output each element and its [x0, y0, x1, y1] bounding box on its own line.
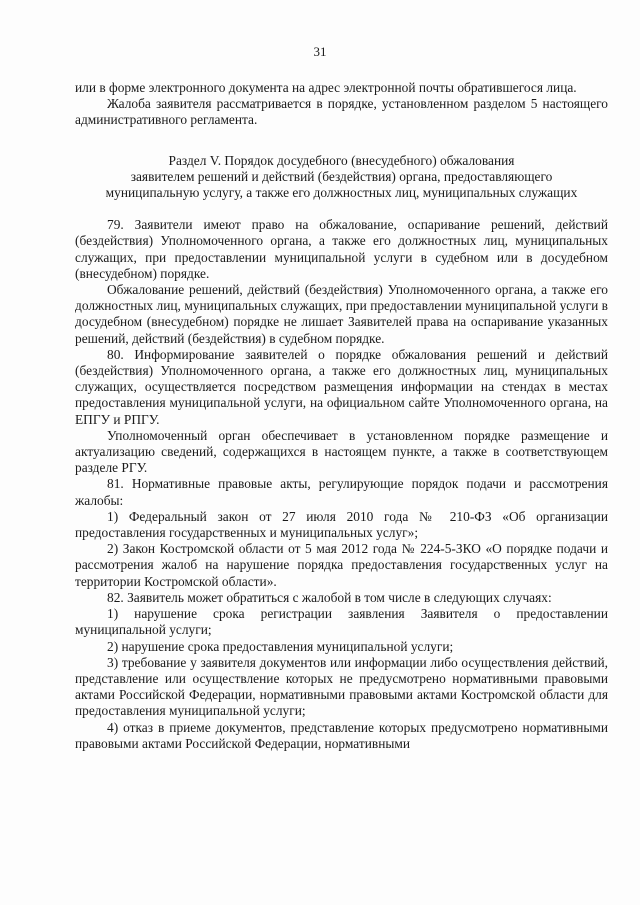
- paragraph-82: 82. Заявитель может обратиться с жалобой в том числе в следующих случаях:: [107, 589, 552, 605]
- page-body: [75, 80, 608, 752]
- paragraph-81-item-1: 1) Федеральный закон от 27 июля 2010 года № 210-ФЗ «Об организации предоставления государственных и муниципальных услуг»;: [75, 508, 608, 541]
- intro-paragraph-2: Жалоба заявителя рассматривается в порядке, установленном разделом 5 настоящего административного регламента.: [75, 96, 608, 128]
- section-title-line-3: муниципальную услугу, а также его должностных лиц, муниципальных служащих: [105, 185, 578, 201]
- paragraph-81: 81. Нормативные правовые акты, регулирующие порядок подачи и рассмотрения жалобы:: [75, 476, 608, 508]
- paragraph-80: 80. Информирование заявителей о порядке обжалования решений и действий (бездействия) Уполномоченного органа, а также его должностных лиц, муниципальных служащих, осуществляется посредством размещения информации на стендах в местах предоставления муниципальной услуги, на официальном сайте Уполномоченного органа, на ЕПГУ и РПГУ.: [75, 346, 608, 427]
- intro-paragraph-1: или в форме электронного документа на адрес электронной почты обратившегося лица.: [75, 80, 577, 95]
- spacer: [75, 129, 608, 153]
- paragraph-82-item-1: 1) нарушение срока регистрации заявления Заявителя о предоставлении муниципальной услуги;: [75, 606, 608, 638]
- paragraph-82-item-2: 2) нарушение срока предоставления муниципальной услуги;: [107, 638, 454, 654]
- paragraph-81-item-2: 2) Закон Костромской области от 5 мая 2012 года № 224-5-ЗКО «О порядке подачи и рассмотрения жалоб на нарушение порядка предоставления государственных услуг на территории Костромской области».: [75, 541, 608, 589]
- paragraph-79-appeal: Обжалование решений, действий (бездействия) Уполномоченного органа, а также его должностных лиц, муниципальных служащих, при предоставлении муниципальной услуги в досудебном (внесудебном) порядке не лишает Заявителей права на оспаривание указанных решений, действий (бездействия) в судебном порядке.: [75, 282, 608, 346]
- page-number: 31: [313, 44, 327, 59]
- paragraph-82-item-3: 3) требование у заявителя документов или информации либо осуществления действий, представление или осуществление которых не предусмотрено нормативными правовыми актами Российской Федерации, нормативными правовыми актами Костромской области для предоставления муниципальной услуги;: [75, 654, 608, 719]
- paragraph-80-publication: Уполномоченный орган обеспечивает в установленном порядке размещение и актуализацию сведений, содержащихся в настоящем пункте, а также в соответствующем разделе РГУ.: [75, 427, 608, 476]
- section-title-line-2: заявителем решений и действий (бездействия) органа, предоставляющего: [130, 168, 553, 184]
- paragraph-82-item-4: 4) отказ в приеме документов, представление которых предусмотрено нормативными правовыми актами Российской Федерации, нормативными: [75, 719, 608, 751]
- section-title-line-1: Раздел V. Порядок досудебного (внесудебного) обжалования: [168, 152, 515, 168]
- spacer: [75, 201, 608, 217]
- section-title: [75, 153, 608, 202]
- paragraph-79: 79. Заявители имеют право на обжалование, оспаривание решений, действий (бездействия) Уполномоченного органа, а также его должностных лиц, муниципальных служащих, при предоставлении муниципальной услуги в судебном или в досудебном (внесудебном) порядке.: [75, 217, 608, 281]
